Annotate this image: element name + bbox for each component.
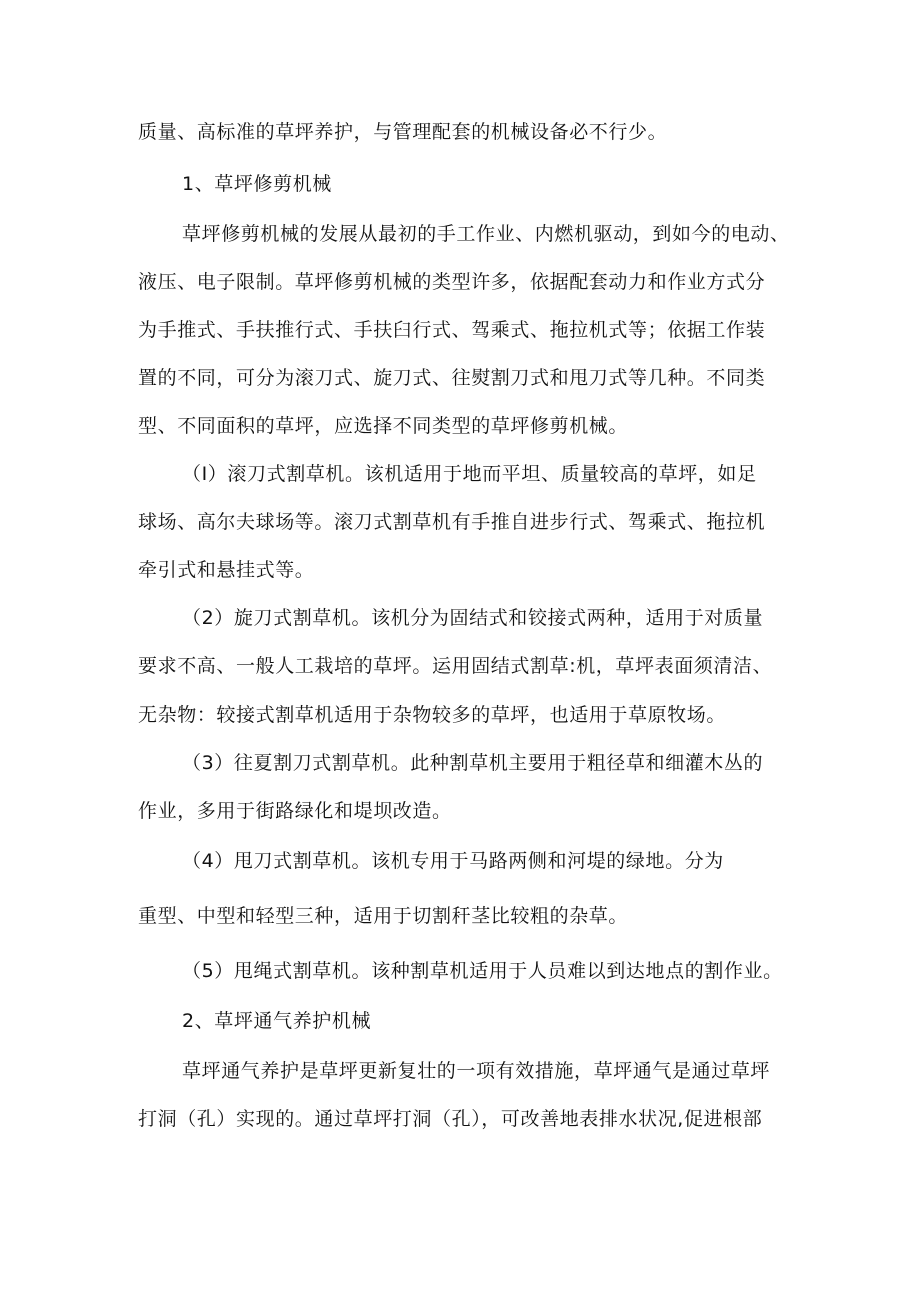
paragraph-line: 重型、中型和轻型三种，适用于切割秆茎比较粗的杂草。	[138, 905, 629, 927]
paragraph-line: 要求不高、一般人工栽培的草坪。运用固结式割草:机，草坪表面须清洁、	[138, 655, 773, 677]
section-heading: 2、草坪通气养护机械	[182, 1010, 372, 1032]
paragraph-line: 为手推式、手扶推行式、手扶臼行式、驾乘式、拖拉机式等；依据工作装	[138, 319, 766, 341]
paragraph-line: 液压、电子限制。草坪修剪机械的类型许多，依据配套动力和作业方式分	[138, 271, 766, 293]
paragraph-line: 型、不同面积的草坪，应选择不同类型的草坪修剪机械。	[138, 415, 629, 437]
paragraph-line: （2）旋刀式割草机。该机分为固结式和铰接式两种，适用于对质量	[182, 607, 764, 629]
paragraph-line: 无杂物：较接式割草机适用于杂物较多的草坪，也适用于草原牧场。	[138, 704, 727, 726]
paragraph-line: 草坪修剪机械的发展从最初的手工作业、内燃机驱动，到如今的电动、	[182, 223, 790, 245]
section-heading: 1、草坪修剪机械	[182, 173, 332, 195]
paragraph-line: （4）甩刀式割草机。该机专用于马路两侧和河堤的绿地。分为	[182, 850, 724, 872]
paragraph-line: （5）甩绳式割草机。该种割草机适用于人员难以到达地点的割作业。	[182, 960, 783, 982]
paragraph-line: 置的不同，可分为滚刀式、旋刀式、往熨割刀式和甩刀式等几种。不同类	[138, 367, 766, 389]
paragraph-line: （I）滚刀式割草机。该机适用于地而平坦、质量较高的草坪，如足	[182, 463, 757, 485]
paragraph-line: 打洞（孔）实现的。通过草坪打洞（孔），可改善地表排水状况,促进根部	[138, 1108, 763, 1130]
paragraph-line: 质量、高标准的草坪养护，与管理配套的机械设备必不行少。	[138, 121, 668, 143]
paragraph-line: 草坪通气养护是草坪更新复壮的一项有效措施，草坪通气是通过草坪	[182, 1060, 771, 1082]
paragraph-line: （3）往夏割刀式割草机。此种割草机主要用于粗径草和细灌木丛的	[182, 752, 764, 774]
paragraph-line: 球场、高尔夫球场等。滚刀式割草机有手推自进步行式、驾乘式、拖拉机	[138, 511, 766, 533]
paragraph-line: 牵引式和悬挂式等。	[138, 559, 315, 581]
paragraph-line: 作业，多用于街路绿化和堤坝改造。	[138, 800, 452, 822]
